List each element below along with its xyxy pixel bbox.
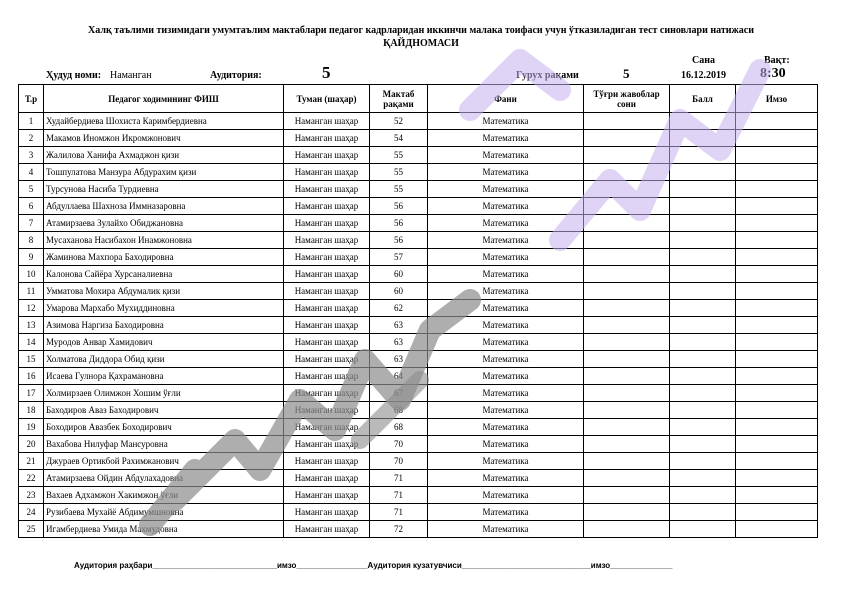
row-number: 23 [19, 487, 44, 504]
correct-answers-cell [584, 300, 670, 317]
col-score-header: Балл [670, 85, 736, 113]
table-row [19, 487, 818, 504]
score-cell [670, 470, 736, 487]
district-cell: Наманган шаҳар [284, 385, 370, 402]
group-value: 5 [623, 66, 630, 81]
subject-cell: Математика [428, 300, 584, 317]
table-row [19, 419, 818, 436]
subject-cell: Математика [428, 130, 584, 147]
correct-answers-cell [584, 385, 670, 402]
school-number: 56 [370, 215, 428, 232]
subject-cell: Математика [428, 521, 584, 538]
score-cell [670, 504, 736, 521]
auditorium-label: Аудитория: [210, 70, 262, 81]
signature-cell [736, 521, 818, 538]
district-cell: Наманган шаҳар [284, 470, 370, 487]
score-cell [670, 351, 736, 368]
row-number: 22 [19, 470, 44, 487]
correct-answers-cell [584, 419, 670, 436]
col-signature-header: Имзо [736, 85, 818, 113]
region-label: Ҳудуд номи: [46, 70, 102, 81]
school-number: 63 [370, 317, 428, 334]
teacher-name: Абдуллаева Шахноза Иммназаровна [44, 198, 284, 215]
district-cell: Наманган шаҳар [284, 215, 370, 232]
subject-cell: Математика [428, 181, 584, 198]
subject-cell: Математика [428, 419, 584, 436]
row-number: 1 [19, 113, 44, 130]
signature-cell [736, 181, 818, 198]
teacher-name: Азимова Наргиза Баходировна [44, 317, 284, 334]
table-row [19, 504, 818, 521]
subject-cell: Математика [428, 334, 584, 351]
row-number: 24 [19, 504, 44, 521]
district-cell: Наманган шаҳар [284, 249, 370, 266]
row-number: 8 [19, 232, 44, 249]
row-number: 4 [19, 164, 44, 181]
results-table [18, 84, 818, 538]
correct-answers-cell [584, 368, 670, 385]
table-row [19, 334, 818, 351]
correct-answers-cell [584, 334, 670, 351]
teacher-name: Вахабова Нилуфар Мансуровна [44, 436, 284, 453]
row-number: 16 [19, 368, 44, 385]
col-correct-answers-header: Тўғри жавоблар сони [584, 85, 670, 113]
table-row [19, 402, 818, 419]
score-cell [670, 453, 736, 470]
table-row [19, 300, 818, 317]
district-cell: Наманган шаҳар [284, 487, 370, 504]
teacher-name: Исаева Гулнора Қахрамановна [44, 368, 284, 385]
score-cell [670, 283, 736, 300]
signature-cell [736, 453, 818, 470]
teacher-name: Вахаев Адхамжон Хакимжон ўғли [44, 487, 284, 504]
signature-cell [736, 113, 818, 130]
row-number: 9 [19, 249, 44, 266]
subject-cell: Математика [428, 453, 584, 470]
school-number: 62 [370, 300, 428, 317]
school-number: 68 [370, 419, 428, 436]
correct-answers-cell [584, 317, 670, 334]
teacher-name: Турсунова Насиба Турдиевна [44, 181, 284, 198]
correct-answers-cell [584, 453, 670, 470]
school-number: 55 [370, 147, 428, 164]
table-row [19, 351, 818, 368]
teacher-name: Муродов Анвар Хамидович [44, 334, 284, 351]
score-cell [670, 521, 736, 538]
correct-answers-cell [584, 113, 670, 130]
row-number: 20 [19, 436, 44, 453]
row-number: 25 [19, 521, 44, 538]
school-number: 67 [370, 385, 428, 402]
col-subject-header: Фани [428, 85, 584, 113]
row-number: 5 [19, 181, 44, 198]
school-number: 72 [370, 521, 428, 538]
signature-cell [736, 147, 818, 164]
score-cell [670, 487, 736, 504]
teacher-name: Баходиров Аваз Баходирович [44, 402, 284, 419]
table-row [19, 368, 818, 385]
correct-answers-cell [584, 164, 670, 181]
district-cell: Наманган шаҳар [284, 351, 370, 368]
correct-answers-cell [584, 504, 670, 521]
score-cell [670, 317, 736, 334]
teacher-name: Боходиров Авазбек Боходирович [44, 419, 284, 436]
district-cell: Наманган шаҳар [284, 198, 370, 215]
school-number: 68 [370, 402, 428, 419]
teacher-name: Макамов Иномжон Икромжонович [44, 130, 284, 147]
row-number: 14 [19, 334, 44, 351]
correct-answers-cell [584, 147, 670, 164]
district-cell: Наманган шаҳар [284, 419, 370, 436]
district-cell: Наманган шаҳар [284, 504, 370, 521]
time-value: 8:30 [760, 66, 786, 81]
table-row [19, 470, 818, 487]
score-cell [670, 164, 736, 181]
subject-cell: Математика [428, 470, 584, 487]
subject-cell: Математика [428, 164, 584, 181]
subject-cell: Математика [428, 402, 584, 419]
school-number: 57 [370, 249, 428, 266]
score-cell [670, 385, 736, 402]
score-cell [670, 249, 736, 266]
score-cell [670, 215, 736, 232]
signature-cell [736, 436, 818, 453]
teacher-name: Джураев Ортикбой Рахимжанович [44, 453, 284, 470]
teacher-name: Атамирзаева Ойдин Абдулахадовна [44, 470, 284, 487]
district-cell: Наманган шаҳар [284, 368, 370, 385]
teacher-name: Жаминова Махпора Баходировна [44, 249, 284, 266]
signature-cell [736, 402, 818, 419]
district-cell: Наманган шаҳар [284, 164, 370, 181]
table-row [19, 215, 818, 232]
school-number: 70 [370, 453, 428, 470]
signature-cell [736, 198, 818, 215]
district-cell: Наманган шаҳар [284, 283, 370, 300]
teacher-name: Жалилова Ханифа Ахмаджон қизи [44, 147, 284, 164]
subject-cell: Математика [428, 487, 584, 504]
table-row [19, 453, 818, 470]
signature-cell [736, 283, 818, 300]
signature-footer: Аудитория раҳбари____________________________имзо________________Аудитория кузатувчиси_____________________________имзо______________ [74, 561, 673, 570]
signature-cell [736, 504, 818, 521]
district-cell: Наманган шаҳар [284, 130, 370, 147]
subject-cell: Математика [428, 436, 584, 453]
row-number: 2 [19, 130, 44, 147]
row-number: 17 [19, 385, 44, 402]
school-number: 63 [370, 351, 428, 368]
correct-answers-cell [584, 249, 670, 266]
correct-answers-cell [584, 351, 670, 368]
school-number: 71 [370, 504, 428, 521]
row-number: 19 [19, 419, 44, 436]
district-cell: Наманган шаҳар [284, 317, 370, 334]
school-number: 56 [370, 232, 428, 249]
table-row [19, 283, 818, 300]
row-number: 13 [19, 317, 44, 334]
school-number: 54 [370, 130, 428, 147]
row-number: 7 [19, 215, 44, 232]
date-value: 16.12.2019 [681, 70, 726, 81]
col-name-header: Педагог ходимининг ФИШ [44, 85, 284, 113]
district-cell: Наманган шаҳар [284, 453, 370, 470]
table-row [19, 198, 818, 215]
score-cell [670, 198, 736, 215]
correct-answers-cell [584, 521, 670, 538]
table-row [19, 436, 818, 453]
subject-cell: Математика [428, 504, 584, 521]
score-cell [670, 334, 736, 351]
subject-cell: Математика [428, 368, 584, 385]
row-number: 18 [19, 402, 44, 419]
teacher-name: Холмирзаев Олимжон Хошим ўғли [44, 385, 284, 402]
table-row [19, 232, 818, 249]
score-cell [670, 130, 736, 147]
row-number: 6 [19, 198, 44, 215]
table-row [19, 385, 818, 402]
subject-cell: Математика [428, 147, 584, 164]
score-cell [670, 147, 736, 164]
district-cell: Наманган шаҳар [284, 521, 370, 538]
table-row [19, 113, 818, 130]
time-label: Вақт: [764, 55, 790, 66]
correct-answers-cell [584, 215, 670, 232]
signature-cell [736, 351, 818, 368]
signature-cell [736, 317, 818, 334]
correct-answers-cell [584, 232, 670, 249]
score-cell [670, 300, 736, 317]
signature-cell [736, 470, 818, 487]
signature-cell [736, 266, 818, 283]
correct-answers-cell [584, 436, 670, 453]
teacher-name: Умматова Мохира Абдумалик қизи [44, 283, 284, 300]
row-number: 15 [19, 351, 44, 368]
correct-answers-cell [584, 402, 670, 419]
school-number: 60 [370, 266, 428, 283]
subject-cell: Математика [428, 198, 584, 215]
correct-answers-cell [584, 283, 670, 300]
correct-answers-cell [584, 266, 670, 283]
district-cell: Наманган шаҳар [284, 232, 370, 249]
teacher-name: Тошпулатова Манзура Абдурахим қизи [44, 164, 284, 181]
subject-cell: Математика [428, 266, 584, 283]
subject-cell: Математика [428, 113, 584, 130]
signature-cell [736, 487, 818, 504]
col-district-header: Туман (шаҳар) [284, 85, 370, 113]
teacher-name: Умарова Мархабо Мухиддиновна [44, 300, 284, 317]
score-cell [670, 436, 736, 453]
school-number: 56 [370, 198, 428, 215]
teacher-name: Атамирзаева Зулайхо Обиджановна [44, 215, 284, 232]
score-cell [670, 181, 736, 198]
row-number: 21 [19, 453, 44, 470]
school-number: 60 [370, 283, 428, 300]
subject-cell: Математика [428, 232, 584, 249]
signature-cell [736, 164, 818, 181]
score-cell [670, 113, 736, 130]
district-cell: Наманган шаҳар [284, 113, 370, 130]
subject-cell: Математика [428, 283, 584, 300]
subject-cell: Математика [428, 317, 584, 334]
correct-answers-cell [584, 181, 670, 198]
score-cell [670, 266, 736, 283]
table-row [19, 249, 818, 266]
school-number: 71 [370, 487, 428, 504]
col-number-header: Т.р [19, 85, 44, 113]
district-cell: Наманган шаҳар [284, 334, 370, 351]
subject-cell: Математика [428, 249, 584, 266]
signature-cell [736, 419, 818, 436]
subject-cell: Математика [428, 351, 584, 368]
correct-answers-cell [584, 470, 670, 487]
school-number: 64 [370, 368, 428, 385]
school-number: 52 [370, 113, 428, 130]
document-title-line1: Халқ таълими тизимидаги умумтаълим мактаблари педагог кадрларидан иккинчи малака тоифаси учун ўтказиладиган тест синовлари натижаси [88, 25, 754, 36]
table-row [19, 130, 818, 147]
district-cell: Наманган шаҳар [284, 436, 370, 453]
signature-cell [736, 334, 818, 351]
school-number: 71 [370, 470, 428, 487]
subject-cell: Математика [428, 385, 584, 402]
district-cell: Наманган шаҳар [284, 181, 370, 198]
table-row [19, 521, 818, 538]
row-number: 10 [19, 266, 44, 283]
region-value: Наманган [110, 70, 152, 81]
table-row [19, 317, 818, 334]
date-label: Сана [692, 55, 715, 66]
signature-cell [736, 232, 818, 249]
district-cell: Наманган шаҳар [284, 300, 370, 317]
teacher-name: Игамбердиева Умида Махмудовна [44, 521, 284, 538]
correct-answers-cell [584, 198, 670, 215]
signature-cell [736, 300, 818, 317]
subject-cell: Математика [428, 215, 584, 232]
score-cell [670, 368, 736, 385]
signature-cell [736, 368, 818, 385]
table-row [19, 164, 818, 181]
teacher-name: Холматова Диддора Обид қизи [44, 351, 284, 368]
signature-cell [736, 249, 818, 266]
score-cell [670, 419, 736, 436]
row-number: 11 [19, 283, 44, 300]
score-cell [670, 232, 736, 249]
table-header-row [19, 85, 818, 113]
table-row [19, 266, 818, 283]
school-number: 55 [370, 181, 428, 198]
school-number: 70 [370, 436, 428, 453]
signature-cell [736, 130, 818, 147]
table-row [19, 147, 818, 164]
signature-cell [736, 215, 818, 232]
auditorium-value: 5 [322, 63, 331, 82]
correct-answers-cell [584, 487, 670, 504]
teacher-name: Худайбердиева Шохиста Каримбердиевна [44, 113, 284, 130]
district-cell: Наманган шаҳар [284, 266, 370, 283]
col-school-header: Мактаб рақами [370, 85, 428, 113]
document-title-line2: ҚАЙДНОМАСИ [383, 38, 459, 49]
row-number: 3 [19, 147, 44, 164]
row-number: 12 [19, 300, 44, 317]
teacher-name: Рузибаева Мухайё Абдимумшновна [44, 504, 284, 521]
teacher-name: Мусаханова Насибахон Инамжоновна [44, 232, 284, 249]
signature-cell [736, 385, 818, 402]
district-cell: Наманган шаҳар [284, 402, 370, 419]
school-number: 63 [370, 334, 428, 351]
group-label: Гурух рақами [516, 70, 579, 81]
school-number: 55 [370, 164, 428, 181]
district-cell: Наманган шаҳар [284, 147, 370, 164]
correct-answers-cell [584, 130, 670, 147]
score-cell [670, 402, 736, 419]
table-row [19, 181, 818, 198]
teacher-name: Калонова Сайёра Хурсаналиевна [44, 266, 284, 283]
